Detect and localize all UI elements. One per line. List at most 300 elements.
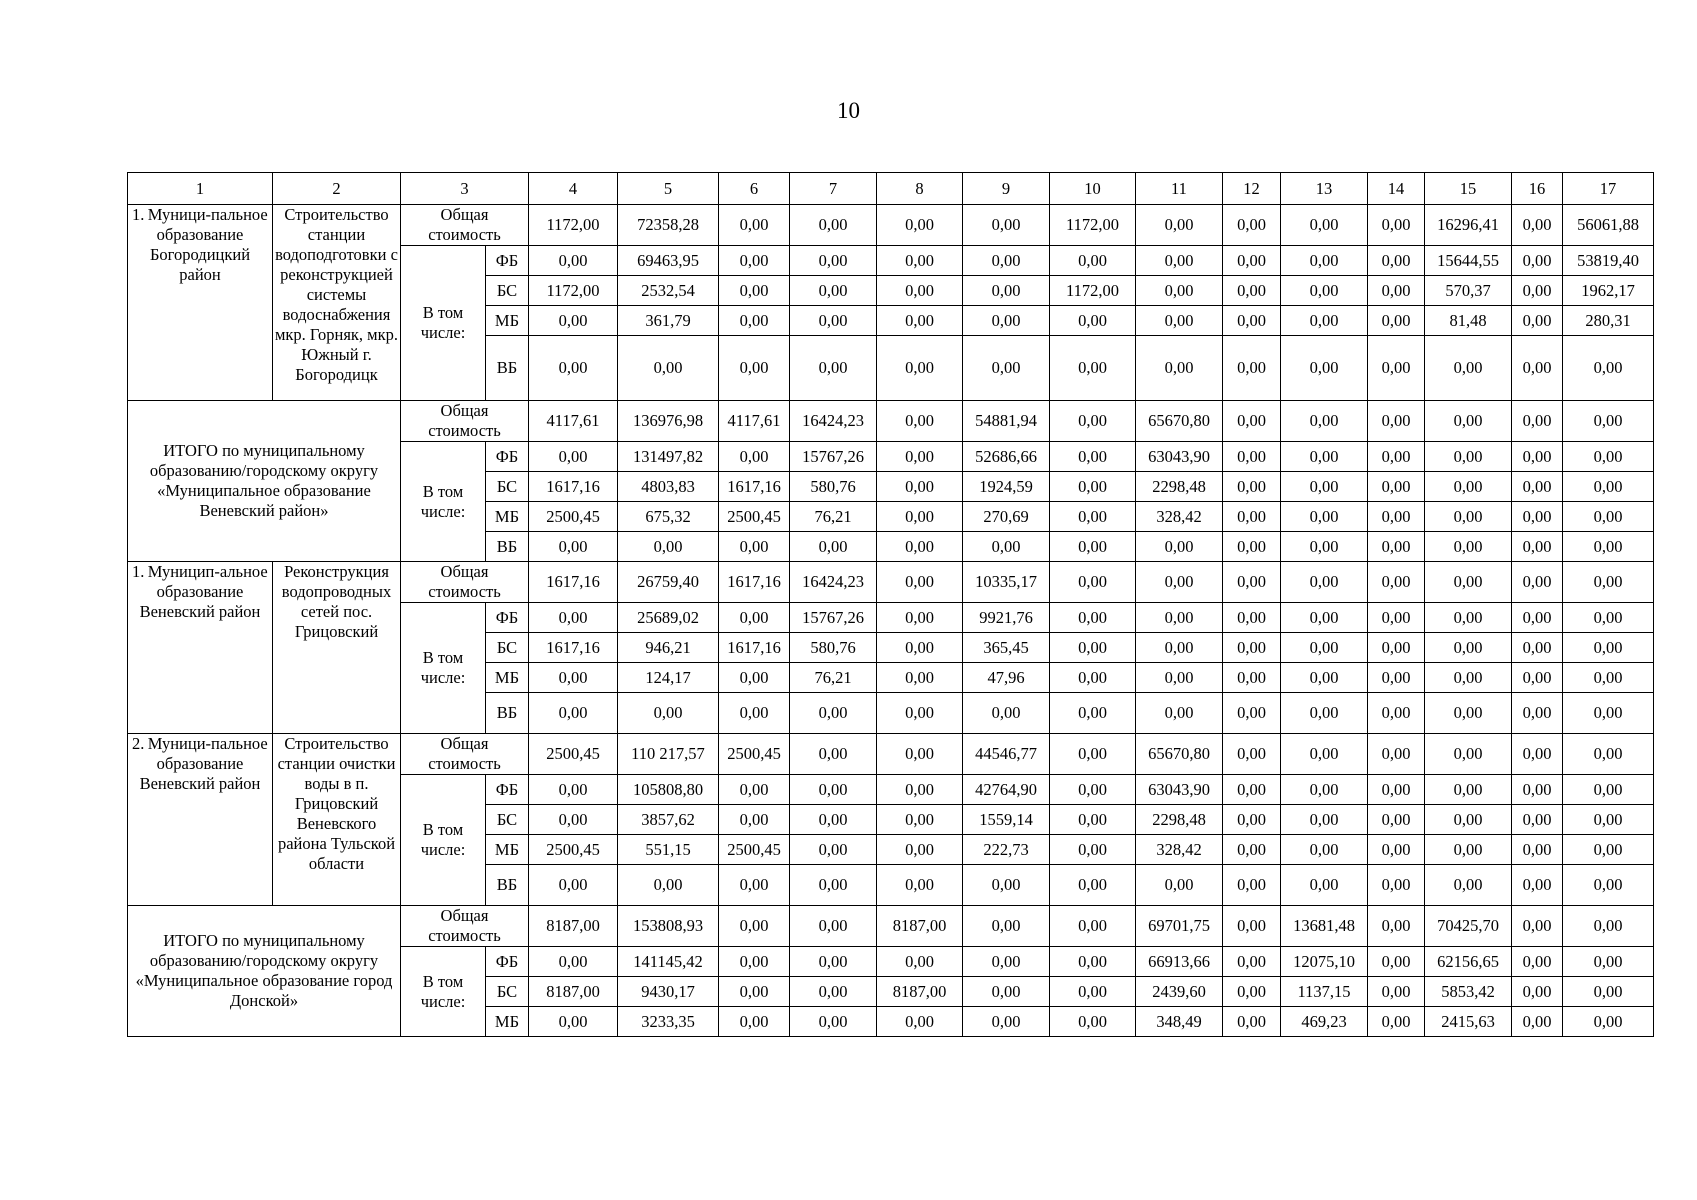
financing-table	[127, 172, 1654, 1037]
column-header: 5	[618, 173, 719, 205]
budget-code: ФБ	[486, 775, 529, 805]
value-cell: 0,00	[1425, 472, 1512, 502]
value-cell: 348,49	[1136, 1007, 1223, 1037]
value-cell: 0,00	[1281, 835, 1368, 865]
value-cell: 9430,17	[618, 977, 719, 1007]
value-cell: 0,00	[877, 401, 963, 442]
total-cost-label: Общая стоимость	[401, 401, 529, 442]
value-cell: 124,17	[618, 663, 719, 693]
value-cell: 0,00	[1563, 977, 1654, 1007]
value-cell: 1172,00	[1050, 276, 1136, 306]
value-cell: 0,00	[1281, 532, 1368, 562]
value-cell: 0,00	[529, 246, 618, 276]
column-header: 7	[790, 173, 877, 205]
value-cell: 2298,48	[1136, 472, 1223, 502]
column-header: 10	[1050, 173, 1136, 205]
value-cell: 0,00	[1050, 246, 1136, 276]
value-cell: 0,00	[529, 442, 618, 472]
value-cell: 0,00	[877, 693, 963, 734]
including-label: В том числе:	[401, 947, 486, 1037]
value-cell: 0,00	[1050, 947, 1136, 977]
value-cell: 0,00	[1512, 633, 1563, 663]
value-cell: 0,00	[1223, 401, 1281, 442]
value-cell: 0,00	[1050, 865, 1136, 906]
value-cell: 0,00	[719, 532, 790, 562]
value-cell: 0,00	[1425, 442, 1512, 472]
value-cell: 0,00	[1563, 442, 1654, 472]
value-cell: 361,79	[618, 306, 719, 336]
value-cell: 0,00	[1136, 276, 1223, 306]
value-cell: 0,00	[1050, 1007, 1136, 1037]
value-cell: 0,00	[790, 205, 877, 246]
value-cell: 0,00	[1281, 734, 1368, 775]
value-cell: 42764,90	[963, 775, 1050, 805]
value-cell: 15767,26	[790, 442, 877, 472]
value-cell: 0,00	[963, 865, 1050, 906]
value-cell: 0,00	[1512, 502, 1563, 532]
value-cell: 469,23	[1281, 1007, 1368, 1037]
value-cell: 551,15	[618, 835, 719, 865]
value-cell: 0,00	[1563, 865, 1654, 906]
value-cell: 0,00	[1050, 562, 1136, 603]
value-cell: 9921,76	[963, 603, 1050, 633]
value-cell: 0,00	[1050, 306, 1136, 336]
value-cell: 0,00	[1223, 693, 1281, 734]
total-title: ИТОГО по муниципальному образованию/городскому округу «Муниципальное образование Веневский район»	[128, 401, 401, 562]
value-cell: 0,00	[877, 865, 963, 906]
value-cell: 0,00	[719, 603, 790, 633]
value-cell: 0,00	[963, 205, 1050, 246]
value-cell: 13681,48	[1281, 906, 1368, 947]
value-cell: 0,00	[877, 472, 963, 502]
value-cell: 0,00	[1281, 805, 1368, 835]
value-cell: 328,42	[1136, 502, 1223, 532]
value-cell: 0,00	[1425, 663, 1512, 693]
value-cell: 0,00	[1281, 442, 1368, 472]
value-cell: 0,00	[1563, 805, 1654, 835]
value-cell: 0,00	[719, 805, 790, 835]
budget-code: МБ	[486, 1007, 529, 1037]
value-cell: 141145,42	[618, 947, 719, 977]
value-cell: 0,00	[618, 865, 719, 906]
total-cost-label: Общая стоимость	[401, 906, 529, 947]
budget-code: БС	[486, 805, 529, 835]
column-header: 9	[963, 173, 1050, 205]
value-cell: 76,21	[790, 502, 877, 532]
value-cell: 0,00	[1223, 1007, 1281, 1037]
value-cell: 0,00	[719, 246, 790, 276]
value-cell: 0,00	[1050, 775, 1136, 805]
value-cell: 0,00	[963, 246, 1050, 276]
value-cell: 136976,98	[618, 401, 719, 442]
value-cell: 0,00	[1512, 663, 1563, 693]
value-cell: 0,00	[1512, 693, 1563, 734]
row-number: 2.	[132, 734, 145, 753]
budget-code: БС	[486, 633, 529, 663]
value-cell: 1924,59	[963, 472, 1050, 502]
value-cell: 0,00	[877, 835, 963, 865]
value-cell: 105808,80	[618, 775, 719, 805]
value-cell: 26759,40	[618, 562, 719, 603]
value-cell: 0,00	[790, 835, 877, 865]
value-cell: 0,00	[719, 775, 790, 805]
column-header: 4	[529, 173, 618, 205]
budget-code: ВБ	[486, 532, 529, 562]
project-description: Реконструкция водопроводных сетей пос. Грицовский	[273, 562, 401, 734]
value-cell: 8187,00	[877, 977, 963, 1007]
value-cell: 0,00	[719, 865, 790, 906]
value-cell: 0,00	[1512, 246, 1563, 276]
page-number: 10	[837, 98, 860, 123]
value-cell: 15644,55	[1425, 246, 1512, 276]
value-cell: 0,00	[1512, 775, 1563, 805]
value-cell: 2500,45	[529, 835, 618, 865]
value-cell: 0,00	[1281, 306, 1368, 336]
value-cell: 4117,61	[529, 401, 618, 442]
value-cell: 0,00	[963, 906, 1050, 947]
value-cell: 0,00	[877, 562, 963, 603]
budget-code: ФБ	[486, 603, 529, 633]
value-cell: 0,00	[1425, 532, 1512, 562]
value-cell: 0,00	[790, 1007, 877, 1037]
column-header: 14	[1368, 173, 1425, 205]
value-cell: 1617,16	[529, 633, 618, 663]
value-cell: 0,00	[1512, 603, 1563, 633]
value-cell: 0,00	[1050, 502, 1136, 532]
value-cell: 0,00	[1368, 562, 1425, 603]
value-cell: 4803,83	[618, 472, 719, 502]
value-cell: 0,00	[790, 906, 877, 947]
column-header: 13	[1281, 173, 1368, 205]
value-cell: 0,00	[1136, 865, 1223, 906]
value-cell: 25689,02	[618, 603, 719, 633]
value-cell: 0,00	[1281, 663, 1368, 693]
budget-code: МБ	[486, 502, 529, 532]
column-header: 3	[401, 173, 529, 205]
value-cell: 0,00	[877, 947, 963, 977]
value-cell: 0,00	[1368, 246, 1425, 276]
budget-code: МБ	[486, 306, 529, 336]
budget-code: ФБ	[486, 947, 529, 977]
column-header: 17	[1563, 173, 1654, 205]
value-cell: 0,00	[529, 775, 618, 805]
budget-code: БС	[486, 977, 529, 1007]
value-cell: 0,00	[1281, 693, 1368, 734]
value-cell: 0,00	[1136, 562, 1223, 603]
value-cell: 0,00	[719, 663, 790, 693]
value-cell: 0,00	[1223, 472, 1281, 502]
value-cell: 0,00	[1223, 977, 1281, 1007]
value-cell: 66913,66	[1136, 947, 1223, 977]
value-cell: 0,00	[1368, 603, 1425, 633]
value-cell: 0,00	[877, 205, 963, 246]
value-cell: 63043,90	[1136, 775, 1223, 805]
value-cell: 0,00	[1425, 502, 1512, 532]
value-cell: 0,00	[1223, 246, 1281, 276]
municipality-cell	[128, 562, 273, 734]
value-cell: 0,00	[790, 775, 877, 805]
value-cell: 0,00	[877, 306, 963, 336]
value-cell: 0,00	[1425, 835, 1512, 865]
value-cell: 0,00	[719, 693, 790, 734]
total-cost-label: Общая стоимость	[401, 734, 529, 775]
value-cell: 0,00	[1136, 603, 1223, 633]
value-cell: 675,32	[618, 502, 719, 532]
value-cell: 0,00	[1368, 532, 1425, 562]
value-cell: 0,00	[1223, 336, 1281, 401]
value-cell: 2500,45	[719, 502, 790, 532]
value-cell: 62156,65	[1425, 947, 1512, 977]
value-cell: 0,00	[1563, 336, 1654, 401]
value-cell: 0,00	[963, 532, 1050, 562]
value-cell: 0,00	[963, 306, 1050, 336]
value-cell: 0,00	[1425, 734, 1512, 775]
value-cell: 2532,54	[618, 276, 719, 306]
value-cell: 0,00	[1223, 734, 1281, 775]
value-cell: 0,00	[1223, 835, 1281, 865]
value-cell: 0,00	[529, 306, 618, 336]
value-cell: 1617,16	[719, 562, 790, 603]
value-cell: 0,00	[1368, 205, 1425, 246]
value-cell: 0,00	[1368, 276, 1425, 306]
value-cell: 16424,23	[790, 401, 877, 442]
value-cell: 16296,41	[1425, 205, 1512, 246]
value-cell: 0,00	[1512, 906, 1563, 947]
value-cell: 69701,75	[1136, 906, 1223, 947]
value-cell: 0,00	[877, 603, 963, 633]
value-cell: 0,00	[719, 977, 790, 1007]
value-cell: 1617,16	[529, 562, 618, 603]
value-cell: 0,00	[529, 865, 618, 906]
value-cell: 76,21	[790, 663, 877, 693]
value-cell: 65670,80	[1136, 734, 1223, 775]
value-cell: 580,76	[790, 633, 877, 663]
value-cell: 0,00	[529, 693, 618, 734]
value-cell: 0,00	[1512, 947, 1563, 977]
value-cell: 0,00	[790, 276, 877, 306]
value-cell: 0,00	[1281, 603, 1368, 633]
value-cell: 1172,00	[529, 276, 618, 306]
value-cell: 2500,45	[529, 502, 618, 532]
value-cell: 153808,93	[618, 906, 719, 947]
value-cell: 0,00	[1136, 532, 1223, 562]
value-cell: 0,00	[1368, 693, 1425, 734]
value-cell: 0,00	[963, 977, 1050, 1007]
value-cell: 0,00	[877, 532, 963, 562]
value-cell: 0,00	[529, 805, 618, 835]
value-cell: 0,00	[1425, 693, 1512, 734]
value-cell: 54881,94	[963, 401, 1050, 442]
value-cell: 0,00	[529, 603, 618, 633]
value-cell: 0,00	[877, 633, 963, 663]
value-cell: 0,00	[719, 947, 790, 977]
value-cell: 131497,82	[618, 442, 719, 472]
value-cell: 0,00	[1563, 502, 1654, 532]
value-cell: 0,00	[877, 1007, 963, 1037]
column-header: 12	[1223, 173, 1281, 205]
value-cell: 0,00	[529, 947, 618, 977]
value-cell: 1559,14	[963, 805, 1050, 835]
value-cell: 1617,16	[529, 472, 618, 502]
column-header: 8	[877, 173, 963, 205]
value-cell: 0,00	[1136, 205, 1223, 246]
value-cell: 1617,16	[719, 472, 790, 502]
value-cell: 0,00	[1425, 336, 1512, 401]
value-cell: 2415,63	[1425, 1007, 1512, 1037]
value-cell: 2439,60	[1136, 977, 1223, 1007]
budget-code: ФБ	[486, 246, 529, 276]
value-cell: 72358,28	[618, 205, 719, 246]
value-cell: 0,00	[1050, 906, 1136, 947]
value-cell: 0,00	[790, 977, 877, 1007]
value-cell: 0,00	[1281, 775, 1368, 805]
value-cell: 0,00	[1425, 805, 1512, 835]
value-cell: 0,00	[1563, 734, 1654, 775]
value-cell: 0,00	[1563, 603, 1654, 633]
value-cell: 0,00	[1136, 306, 1223, 336]
column-header: 1	[128, 173, 273, 205]
value-cell: 0,00	[1563, 633, 1654, 663]
value-cell: 0,00	[1563, 775, 1654, 805]
value-cell: 0,00	[719, 306, 790, 336]
value-cell: 946,21	[618, 633, 719, 663]
value-cell: 0,00	[1368, 663, 1425, 693]
value-cell: 0,00	[529, 532, 618, 562]
value-cell: 0,00	[1368, 775, 1425, 805]
value-cell: 0,00	[1223, 502, 1281, 532]
value-cell: 0,00	[790, 693, 877, 734]
row-number: 1.	[132, 562, 145, 581]
municipality-cell	[128, 734, 273, 906]
value-cell: 81,48	[1425, 306, 1512, 336]
value-cell: 280,31	[1563, 306, 1654, 336]
value-cell: 0,00	[1368, 805, 1425, 835]
including-label: В том числе:	[401, 775, 486, 906]
municipality-cell	[128, 205, 273, 401]
value-cell: 0,00	[1368, 633, 1425, 663]
value-cell: 3233,35	[618, 1007, 719, 1037]
value-cell: 0,00	[1368, 1007, 1425, 1037]
column-header: 15	[1425, 173, 1512, 205]
value-cell: 0,00	[1512, 1007, 1563, 1037]
value-cell: 0,00	[877, 246, 963, 276]
table-row	[128, 205, 1654, 246]
value-cell: 16424,23	[790, 562, 877, 603]
value-cell: 65670,80	[1136, 401, 1223, 442]
value-cell: 0,00	[1050, 977, 1136, 1007]
value-cell: 0,00	[877, 502, 963, 532]
value-cell: 0,00	[877, 276, 963, 306]
value-cell: 0,00	[1563, 401, 1654, 442]
value-cell: 0,00	[1281, 502, 1368, 532]
value-cell: 0,00	[1563, 1007, 1654, 1037]
budget-code: ВБ	[486, 865, 529, 906]
value-cell: 1962,17	[1563, 276, 1654, 306]
budget-code: ФБ	[486, 442, 529, 472]
value-cell: 0,00	[1223, 603, 1281, 633]
value-cell: 0,00	[1512, 734, 1563, 775]
value-cell: 0,00	[1368, 401, 1425, 442]
value-cell: 70425,70	[1425, 906, 1512, 947]
value-cell: 0,00	[1512, 205, 1563, 246]
value-cell: 0,00	[529, 336, 618, 401]
value-cell: 0,00	[1223, 306, 1281, 336]
value-cell: 0,00	[1050, 336, 1136, 401]
value-cell: 0,00	[1563, 562, 1654, 603]
table-row	[128, 562, 1654, 603]
value-cell: 0,00	[790, 336, 877, 401]
value-cell: 56061,88	[1563, 205, 1654, 246]
including-label: В том числе:	[401, 246, 486, 401]
value-cell: 0,00	[1425, 562, 1512, 603]
table-row	[128, 734, 1654, 775]
value-cell: 580,76	[790, 472, 877, 502]
value-cell: 0,00	[1281, 633, 1368, 663]
value-cell: 0,00	[1512, 306, 1563, 336]
value-cell: 0,00	[1281, 276, 1368, 306]
value-cell: 0,00	[618, 532, 719, 562]
value-cell: 0,00	[790, 865, 877, 906]
value-cell: 110 217,57	[618, 734, 719, 775]
project-description: Строительство станции водоподготовки с реконструкцией системы водоснабжения мкр. Горняк, мкр. Южный г. Богородицк	[273, 205, 401, 401]
value-cell: 0,00	[1368, 502, 1425, 532]
value-cell: 0,00	[1050, 472, 1136, 502]
value-cell: 0,00	[1368, 977, 1425, 1007]
column-header: 6	[719, 173, 790, 205]
value-cell: 0,00	[1223, 775, 1281, 805]
value-cell: 44546,77	[963, 734, 1050, 775]
value-cell: 0,00	[877, 442, 963, 472]
value-cell: 0,00	[1050, 603, 1136, 633]
value-cell: 328,42	[1136, 835, 1223, 865]
value-cell: 0,00	[877, 663, 963, 693]
value-cell: 0,00	[1563, 532, 1654, 562]
value-cell: 0,00	[1368, 947, 1425, 977]
value-cell: 365,45	[963, 633, 1050, 663]
value-cell: 0,00	[1563, 472, 1654, 502]
value-cell: 0,00	[1368, 336, 1425, 401]
value-cell: 0,00	[1223, 442, 1281, 472]
table-row	[128, 906, 1654, 947]
value-cell: 10335,17	[963, 562, 1050, 603]
table-body	[128, 173, 1654, 1037]
value-cell: 0,00	[1223, 633, 1281, 663]
value-cell: 1172,00	[1050, 205, 1136, 246]
value-cell: 0,00	[1223, 562, 1281, 603]
value-cell: 53819,40	[1563, 246, 1654, 276]
value-cell: 0,00	[1368, 472, 1425, 502]
project-description: Строительство станции очистки воды в п. Грицовский Веневского района Тульской области	[273, 734, 401, 906]
value-cell: 0,00	[1050, 401, 1136, 442]
value-cell: 0,00	[877, 336, 963, 401]
value-cell: 0,00	[618, 336, 719, 401]
value-cell: 0,00	[1223, 805, 1281, 835]
total-title: ИТОГО по муниципальному образованию/городскому округу «Муниципальное образование город Донской»	[128, 906, 401, 1037]
value-cell: 0,00	[790, 734, 877, 775]
value-cell: 0,00	[1281, 562, 1368, 603]
value-cell: 0,00	[1512, 835, 1563, 865]
value-cell: 0,00	[719, 1007, 790, 1037]
value-cell: 0,00	[963, 693, 1050, 734]
value-cell: 0,00	[790, 805, 877, 835]
value-cell: 47,96	[963, 663, 1050, 693]
value-cell: 0,00	[1136, 246, 1223, 276]
value-cell: 0,00	[719, 442, 790, 472]
municipality-name: Муници-пальное образование Богородицкий район	[147, 205, 268, 284]
value-cell: 0,00	[1136, 693, 1223, 734]
value-cell: 0,00	[790, 246, 877, 276]
value-cell: 0,00	[1050, 532, 1136, 562]
